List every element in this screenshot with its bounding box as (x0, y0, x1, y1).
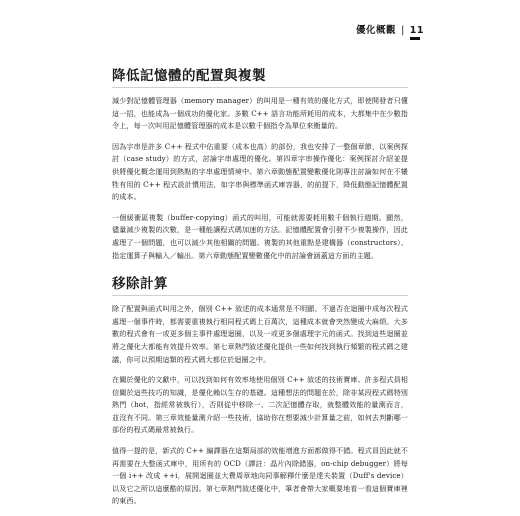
header-separator: | (401, 25, 405, 36)
paragraph: 因為字串是許多 C++ 程式中佔重要（成本也高）的部份，我也安排了一整個章節，以案例探討（case study）的方式，討論字串處理的優化。第四章字串操作優化：案例探討介紹並提供將優化概念運用到熱點的字串處理情境中。第六章動態配置變數優化則專注討論如何在不犧牲有用的 C++ 程式設計慣用法，如字串與標準函式庫容器，的前提下，降低動態記憶體配置的成本。 (112, 141, 408, 202)
section-heading: 移除計算 (112, 272, 408, 296)
chapter-title: 優化概觀 (356, 25, 397, 36)
page-edge-mark (410, 37, 420, 40)
page-body (112, 64, 408, 516)
running-head (356, 22, 424, 36)
paragraph: 在關於優化的文獻中，可以找到如何有效率地使用個別 C++ 敘述的技術寶庫。許多程式員相信關於這些技巧的知識，是優化賴以生存的基礎。這種想法的問題在於，除非某段程式碼特別熱門（hot，指經常被執行），否則從中移除一、二次記憶體存取，就整體效能的量測而言，並沒有不同。第三章效能量測介紹一些技術，協助你在想要減少計算量之前，如何去判斷哪一部份的程式碼最常被執行。 (112, 375, 408, 435)
paragraph: 一個緩衝區複製（buffer-copying）函式的叫用，可能就需要耗用數千個執行週期。顯然，儘量減少複製的次數，是一種能讓程式碼加速的方法。記憶體配置會引發不少複製操作，因此處理了一個問題，也可以減少其他相關的問題。複製的其他重點是建構器（constructors）、指定運算子與輸入／輸出。第六章動態配置變數優化中的討論會涵蓋這方面的主題。 (112, 212, 408, 260)
paragraph: 值得一提的是，新式的 C++ 編譯器在這類局部的效能增進方面都做得不錯。程式員因此就不再需要在大整函式庫中，用所有的 OCD（譯註：晶片內除錯器，on-chip debugger）將每一個 i++ 改成 ++i，展開迴圈並大費周章地向同事解釋什麼是達夫裝置（Duff's device）以及它之所以這麼酷的原因。第七章熱門敘述優化中，筆者會帶大家概要地看一看這個寶庫裡的東西。 (112, 446, 408, 506)
page-number: 11 (409, 25, 424, 36)
paragraph: 減少對記憶體管理器（memory manager）的叫用是一種有效的優化方式，即使開發者只懂這一招，也能成為一個成功的優化家。多數 C++ 語言功能所耗用的成本，大都集中在少數指令上，每一次叫用記憶體管理器的成本是以數千個指令為單位來衡量的。 (112, 96, 408, 131)
section-heading: 降低記憶體的配置與複製 (112, 64, 408, 88)
paragraph: 除了配置與函式叫用之外，個別 C++ 敘述的成本通常是不明顯、不過否在迴圈中成每次程式處理一個事件時，都需要重複執行相同程式碼上百萬次，這種成本就會突然變成大麻煩。大多數的程式會有一或更多個主事件處理迴圈，以及一或更多個處理字元的函式。找到這些迴圈並將之優化大都能有效提升效率。第七章熱門敘述優化提供一些如何找到執行頻繁的程式碼之建議，你可以預期這類的程式碼大都位於迴圈之中。 (112, 304, 408, 364)
